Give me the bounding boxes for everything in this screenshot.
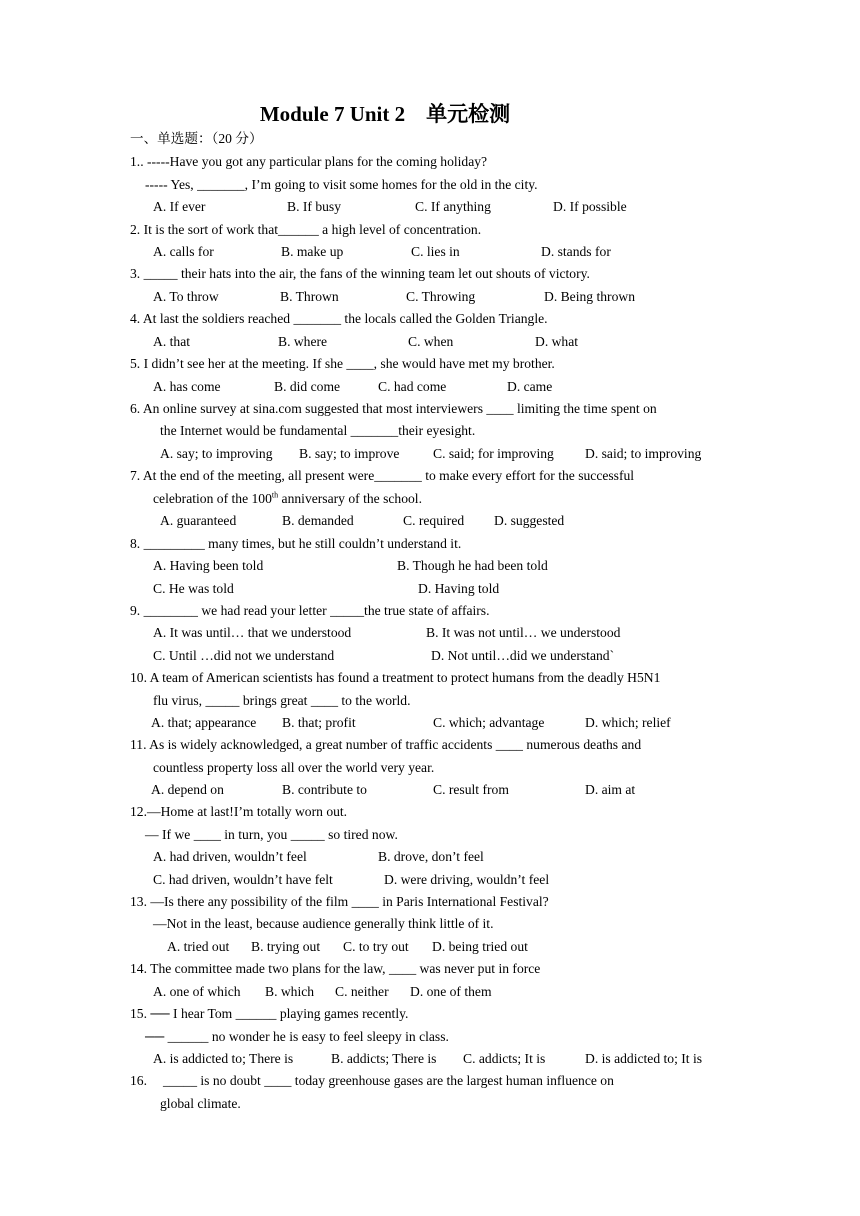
question-13-option-b: B. trying out (251, 939, 321, 954)
question-12-option-b: B. drove, don’t feel (378, 849, 484, 864)
question-13-option-d: D. being tried out (432, 939, 528, 954)
question-5-option-a: A. has come (153, 379, 221, 394)
question-11-option-d: D. aim at (585, 782, 636, 797)
question-10-option-b: B. that; profit (282, 715, 356, 730)
question-8-option-d: D. Having told (418, 581, 500, 596)
section-heading: 一、单选题：（20 分） (130, 131, 263, 146)
question-8-option-c: C. He was told (153, 581, 234, 596)
question-4-stem: 4. At last the soldiers reached _______ the locals called the Golden Triangle. (130, 311, 548, 326)
question-7-option-c: C. required (403, 513, 465, 528)
question-11-stem: 11. As is widely acknowledged, a great number of traffic accidents ____ numerous deaths and (130, 737, 642, 752)
question-3-option-a: A. To throw (153, 289, 219, 304)
question-7-option-a: A. guaranteed (160, 513, 237, 528)
question-3-stem: 3. _____ their hats into the air, the fans of the winning team let out shouts of victory. (130, 266, 590, 281)
question-4-option-b: B. where (278, 334, 328, 349)
question-2-stem: 2. It is the sort of work that______ a high level of concentration. (130, 222, 482, 237)
question-6-stem: 6. An online survey at sina.com suggested that most interviewers ____ limiting the time spent on (130, 401, 657, 416)
question-12-option-d: D. were driving, wouldn’t feel (384, 872, 550, 887)
question-16-stem: _____ is no doubt ____ today greenhouse gases are the largest human influence on (163, 1073, 614, 1088)
question-12-option-c: C. had driven, wouldn’t have felt (153, 872, 333, 887)
question-2-option-d: D. stands for (541, 244, 611, 259)
question-9-option-b: B. It was not until… we understood (426, 625, 621, 640)
question-6-option-d: D. said; to improving (585, 446, 702, 461)
question-6-option-b: B. say; to improve (299, 446, 400, 461)
question-1-stem-cont: ----- Yes, _______, I’m going to visit some homes for the old in the city. (145, 177, 538, 192)
question-14-stem: 14. The committee made two plans for the law, ____ was never put in force (130, 961, 541, 976)
question-13-option-c: C. to try out (343, 939, 409, 954)
question-5-option-b: B. did come (274, 379, 341, 394)
question-1-option-b: B. If busy (287, 199, 341, 214)
ordinal-suffix: th (271, 490, 279, 500)
question-1-stem: 1.. -----Have you got any particular plans for the coming holiday? (130, 154, 488, 169)
question-13-stem: 13. —Is there any possibility of the film ____ in Paris International Festival? (130, 894, 549, 909)
question-7-option-b: B. demanded (282, 513, 354, 528)
question-1-option-c: C. If anything (415, 199, 491, 214)
question-13-stem-cont: —Not in the least, because audience generally think little of it. (153, 916, 494, 931)
question-7-stem: 7. At the end of the meeting, all present were_______ to make every effort for the successful (130, 468, 635, 483)
question-10-option-a: A. that; appearance (151, 715, 257, 730)
page-title: Module 7 Unit 2 单元检测 (259, 102, 511, 126)
question-2-option-b: B. make up (281, 244, 344, 259)
question-10-stem-cont: flu virus, _____ brings great ____ to the world. (153, 693, 411, 708)
question-7-stem-cont (153, 490, 422, 507)
question-14-option-a: A. one of which (153, 984, 241, 999)
question-9-option-d: D. Not until…did we understand` (431, 648, 615, 663)
question-9-option-c: C. Until …did not we understand (153, 648, 335, 663)
question-3-option-d: D. Being thrown (544, 289, 635, 304)
question-16-stem-cont: global climate. (160, 1096, 241, 1111)
question-4-option-a: A. that (153, 334, 190, 349)
question-10-option-d: D. which; relief (585, 715, 671, 730)
question-13-option-a: A. tried out (167, 939, 230, 954)
question-1-option-a: A. If ever (153, 199, 206, 214)
question-4-option-d: D. what (535, 334, 579, 349)
question-11-stem-cont: countless property loss all over the world very year. (153, 760, 435, 775)
question-8-option-b: B. Though he had been told (397, 558, 548, 573)
question-15-option-c: C. addicts; It is (463, 1051, 546, 1066)
question-1-option-d: D. If possible (553, 199, 627, 214)
question-14-option-d: D. one of them (410, 984, 492, 999)
question-10-option-c: C. which; advantage (433, 715, 545, 730)
question-2-option-c: C. lies in (411, 244, 460, 259)
question-7-stem-text-end: anniversary of the school. (278, 491, 422, 506)
question-12-stem-cont: — If we ____ in turn, you _____ so tired now. (145, 827, 398, 842)
question-6-stem-cont: the Internet would be fundamental _______their eyesight. (160, 423, 476, 438)
question-7-option-d: D. suggested (494, 513, 565, 528)
question-14-option-c: C. neither (335, 984, 389, 999)
question-16-number: 16. (130, 1073, 147, 1088)
question-6-option-a: A. say; to improving (160, 446, 273, 461)
question-12-stem: 12.—Home at last!I’m totally worn out. (130, 804, 348, 819)
question-5-stem: 5. I didn’t see her at the meeting. If she ____, she would have met my brother. (130, 356, 555, 371)
question-5-option-c: C. had come (378, 379, 447, 394)
question-4-option-c: C. when (408, 334, 454, 349)
question-9-option-a: A. It was until… that we understood (153, 625, 352, 640)
question-7-stem-text: celebration of the 100 (153, 491, 272, 506)
question-3-option-b: B. Thrown (280, 289, 339, 304)
question-10-stem: 10. A team of American scientists has found a treatment to protect humans from the deadly H5N1 (130, 670, 661, 685)
question-8-stem: 8. _________ many times, but he still couldn’t understand it. (130, 536, 462, 551)
question-9-stem: 9. ________ we had read your letter _____the true state of affairs. (130, 603, 490, 618)
question-15-stem: 15. ── I hear Tom ______ playing games recently. (130, 1006, 409, 1021)
question-15-option-d: D. is addicted to; It is (585, 1051, 703, 1066)
question-11-option-a: A. depend on (151, 782, 224, 797)
question-15-stem-cont: ── ______ no wonder he is easy to feel sleepy in class. (145, 1029, 449, 1044)
question-12-option-a: A. had driven, wouldn’t feel (153, 849, 307, 864)
question-11-option-b: B. contribute to (282, 782, 367, 797)
question-11-option-c: C. result from (433, 782, 509, 797)
question-3-option-c: C. Throwing (406, 289, 476, 304)
question-6-option-c: C. said; for improving (433, 446, 554, 461)
question-14-option-b: B. which (265, 984, 315, 999)
question-2-option-a: A. calls for (153, 244, 214, 259)
question-15-option-b: B. addicts; There is (331, 1051, 437, 1066)
question-15-option-a: A. is addicted to; There is (153, 1051, 294, 1066)
question-5-option-d: D. came (507, 379, 553, 394)
question-8-option-a: A. Having been told (153, 558, 264, 573)
